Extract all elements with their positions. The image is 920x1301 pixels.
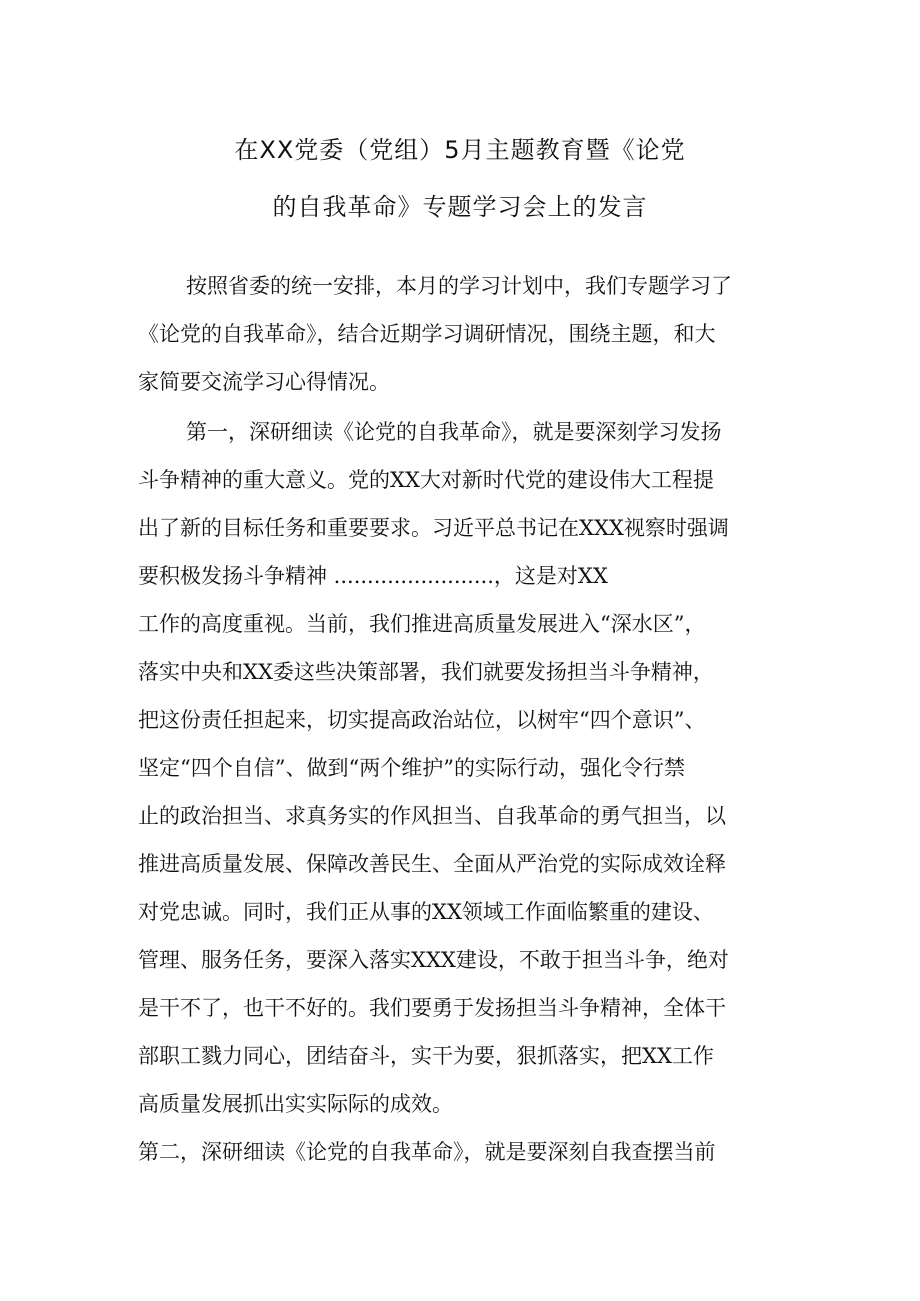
first-line-15: 高质量发展抓出实实际际的成效。 [138, 1092, 453, 1116]
first-line-1: 第一，深研细读《论党的自我革命》，就是要深刻学习发扬 [186, 420, 722, 444]
intro-line-3: 家简要交流学习心得情况。 [138, 370, 390, 394]
first-line-5: 工作的高度重视。当前，我们推进高质量发展进入“深水区”， [138, 612, 706, 636]
first-line-11: 对党忠诚。同时，我们正从事的XX领域工作面临繁重的建设、 [138, 900, 714, 924]
first-line-12: 管理、服务任务，要深入落实XXX建设，不敢于担当斗争，绝对 [138, 948, 729, 972]
first-line-6: 落实中央和XX委这些决策部署，我们就要发扬担当斗争精神， [138, 660, 714, 684]
first-line-9: 止的政治担当、求真务实的作风担当、自我革命的勇气担当，以 [138, 804, 726, 828]
first-line-4: 要积极发扬斗争精神 ........................，这是对XX [138, 564, 608, 588]
intro-line-1: 按照省委的统一安排，本月的学习计划中，我们专题学习了 [186, 274, 732, 298]
first-line-13: 是干不了，也干不好的。我们要勇于发扬担当斗争精神，全体干 [138, 996, 726, 1020]
first-line-7: 把这份责任担起来，切实提高政治站位，以树牢“四个意识”、 [138, 708, 706, 732]
second-line-1: 第二，深研细读《论党的自我革命》，就是要深刻自我查摆当前 [138, 1140, 716, 1164]
intro-line-2: 《论党的自我革命》，结合近期学习调研情况，围绕主题，和大 [138, 322, 716, 346]
first-line-3: 出了新的目标任务和重要要求。习近平总书记在XXX视察时强调 [138, 516, 729, 540]
first-line-10: 推进高质量发展、保障改善民生、全面从严治党的实际成效诠释 [138, 852, 726, 876]
first-line-8: 坚定“四个自信”、做到“两个维护”的实际行动，强化令行禁 [138, 756, 685, 780]
first-line-14: 部职工戮力同心，团结奋斗，实干为要，狠抓落实，把XX工作 [138, 1044, 714, 1068]
title-line-2: 的自我革命》专题学习会上的发言 [272, 193, 648, 221]
document-title [0, 122, 920, 236]
title-line-1: 在XX党委（党组）5月主题教育暨《论党 [234, 136, 686, 164]
first-line-2: 斗争精神的重大意义。党的XX大对新时代党的建设伟大工程提 [138, 468, 714, 492]
